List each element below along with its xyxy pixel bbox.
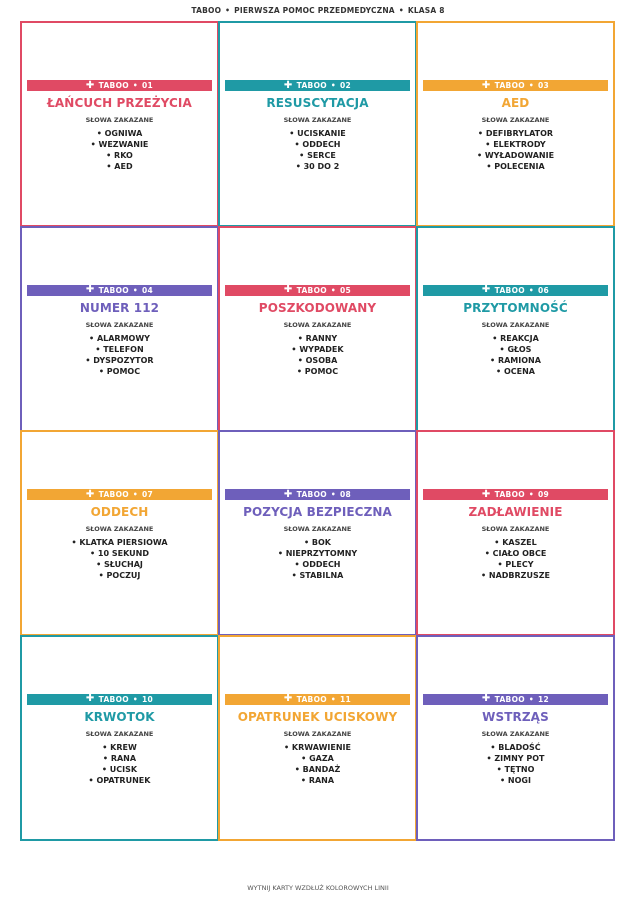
forbidden-word: • KRWAWIENIE <box>220 742 415 753</box>
forbidden-word: • POCZUJ <box>22 570 217 581</box>
card-label: TABOO <box>494 490 525 499</box>
forbidden-word: • BANDAŻ <box>220 764 415 775</box>
forbidden-word: • RANA <box>22 753 217 764</box>
card-number-band <box>423 285 608 296</box>
forbidden-word: • POLECENIA <box>418 161 613 172</box>
band-separator: • <box>528 694 535 704</box>
card-label: TABOO <box>98 490 129 499</box>
taboo-card <box>416 430 615 636</box>
forbidden-words-list <box>220 333 415 377</box>
plus-icon: ✚ <box>481 693 491 704</box>
forbidden-word: • GŁOS <box>418 344 613 355</box>
band-separator: • <box>132 285 139 295</box>
forbidden-words-list <box>418 537 613 581</box>
card-number-band <box>27 80 212 91</box>
forbidden-word: • ZIMNY POT <box>418 753 613 764</box>
card-number: 10 <box>142 694 154 704</box>
card-number: 05 <box>340 285 352 295</box>
forbidden-word: • 30 DO 2 <box>220 161 415 172</box>
card-label: TABOO <box>494 81 525 90</box>
forbidden-word: • 10 SEKUND <box>22 548 217 559</box>
card-title: NUMER 112 <box>79 300 160 315</box>
band-separator: • <box>132 81 139 90</box>
card-number-band <box>27 694 212 705</box>
forbidden-word: • NIEPRZYTOMNY <box>220 548 415 559</box>
forbidden-word: • OPATRUNEK <box>22 775 217 786</box>
band-separator: • <box>528 285 535 295</box>
card-number-band <box>225 489 410 500</box>
card-title: RESUSCYTACJA <box>266 96 369 110</box>
forbidden-words-label: SŁOWA ZAKAZANE <box>481 729 550 738</box>
forbidden-words-label: SŁOWA ZAKAZANE <box>85 729 154 738</box>
plus-icon: ✚ <box>85 284 95 295</box>
card-number: 09 <box>538 490 550 499</box>
card-title: AED <box>501 96 530 110</box>
card-label: TABOO <box>296 490 327 499</box>
forbidden-words-list <box>220 742 415 786</box>
forbidden-word: • PLECY <box>418 559 613 570</box>
taboo-card <box>416 226 615 432</box>
forbidden-words-list <box>22 742 217 786</box>
card-number-band <box>27 285 212 296</box>
taboo-card <box>218 21 417 227</box>
forbidden-word: • OGNIWA <box>22 128 217 139</box>
plus-icon: ✚ <box>481 79 491 91</box>
plus-icon: ✚ <box>481 284 491 295</box>
card-number: 12 <box>538 694 550 704</box>
forbidden-word: • DYSPOZYTOR <box>22 355 217 366</box>
forbidden-word: • BOK <box>220 537 415 548</box>
header-class: KLASA 8 <box>407 6 445 15</box>
taboo-card <box>20 226 219 432</box>
card-number: 02 <box>340 81 352 90</box>
header-separator: • <box>398 6 404 15</box>
forbidden-word: • GAZA <box>220 753 415 764</box>
band-separator: • <box>330 285 337 295</box>
forbidden-words-list <box>418 128 613 172</box>
forbidden-word: • TĘTNO <box>418 764 613 775</box>
forbidden-words-label: SŁOWA ZAKAZANE <box>481 320 550 329</box>
taboo-card <box>416 635 615 841</box>
card-title: OPATRUNEK UCISKOWY <box>237 709 398 724</box>
forbidden-word: • NOGI <box>418 775 613 786</box>
plus-icon: ✚ <box>85 488 95 500</box>
forbidden-word: • ODDECH <box>220 559 415 570</box>
card-title: ZADŁAWIENIE <box>468 505 563 519</box>
card-label: TABOO <box>98 285 129 295</box>
card-number-band <box>225 694 410 705</box>
page-header <box>0 6 636 15</box>
forbidden-words-list <box>418 333 613 377</box>
forbidden-words-label: SŁOWA ZAKAZANE <box>85 116 154 124</box>
plus-icon: ✚ <box>283 284 293 295</box>
forbidden-word: • RAMIONA <box>418 355 613 366</box>
band-separator: • <box>132 694 139 704</box>
taboo-card <box>20 430 219 636</box>
forbidden-word: • AED <box>22 161 217 172</box>
card-title: PRZYTOMNOŚĆ <box>463 300 568 315</box>
card-title: POSZKODOWANY <box>258 300 377 315</box>
page-footer: WYTNIJ KARTY WZDŁUŻ KOLOROWYCH LINII <box>247 884 389 892</box>
card-label: TABOO <box>494 694 525 704</box>
band-separator: • <box>330 694 337 704</box>
forbidden-word: • DEFIBRYLATOR <box>418 128 613 139</box>
forbidden-words-label: SŁOWA ZAKAZANE <box>283 320 352 329</box>
forbidden-word: • UCISK <box>22 764 217 775</box>
forbidden-words-label: SŁOWA ZAKAZANE <box>283 116 352 124</box>
card-number: 01 <box>142 81 154 90</box>
taboo-card <box>218 430 417 636</box>
forbidden-word: • WEZWANIE <box>22 139 217 150</box>
plus-icon: ✚ <box>481 488 491 500</box>
card-label: TABOO <box>296 81 327 90</box>
forbidden-word: • POMOC <box>220 366 415 377</box>
forbidden-word: • RANNY <box>220 333 415 344</box>
forbidden-words-list <box>22 128 217 172</box>
card-title: WSTRZĄS <box>482 709 549 724</box>
forbidden-word: • REAKCJA <box>418 333 613 344</box>
card-label: TABOO <box>494 285 525 295</box>
header-separator: • <box>225 6 231 15</box>
card-number-band <box>423 489 608 500</box>
forbidden-word: • CIAŁO OBCE <box>418 548 613 559</box>
plus-icon: ✚ <box>85 79 95 91</box>
card-number-band <box>225 80 410 91</box>
card-number: 04 <box>142 285 154 295</box>
card-label: TABOO <box>296 285 327 295</box>
forbidden-word: • OSOBA <box>220 355 415 366</box>
band-separator: • <box>528 81 535 90</box>
forbidden-word: • NADBRZUSZE <box>418 570 613 581</box>
forbidden-word: • KREW <box>22 742 217 753</box>
card-label: TABOO <box>98 81 129 90</box>
forbidden-word: • RANA <box>220 775 415 786</box>
forbidden-word: • SŁUCHAJ <box>22 559 217 570</box>
card-number: 03 <box>538 81 550 90</box>
band-separator: • <box>528 490 535 499</box>
plus-icon: ✚ <box>283 693 293 704</box>
card-number: 11 <box>340 694 352 704</box>
forbidden-word: • RKO <box>22 150 217 161</box>
card-title: ODDECH <box>90 505 149 519</box>
forbidden-word: • ALARMOWY <box>22 333 217 344</box>
card-label: TABOO <box>296 694 327 704</box>
forbidden-word: • WYPADEK <box>220 344 415 355</box>
forbidden-words-label: SŁOWA ZAKAZANE <box>85 320 154 329</box>
card-label: TABOO <box>98 694 129 704</box>
forbidden-word: • UCISKANIE <box>220 128 415 139</box>
forbidden-word: • KASZEL <box>418 537 613 548</box>
taboo-card <box>20 635 219 841</box>
plus-icon: ✚ <box>85 693 95 704</box>
band-separator: • <box>132 490 139 499</box>
band-separator: • <box>330 490 337 499</box>
forbidden-word: • POMOC <box>22 366 217 377</box>
forbidden-words-list <box>220 537 415 581</box>
forbidden-word: • ELEKTRODY <box>418 139 613 150</box>
card-title: KRWOTOK <box>84 709 155 724</box>
card-number-band <box>225 285 410 296</box>
taboo-card <box>20 21 219 227</box>
forbidden-words-list <box>220 128 415 172</box>
card-number-band <box>423 80 608 91</box>
card-number-band <box>27 489 212 500</box>
card-number-band <box>423 694 608 705</box>
forbidden-words-label: SŁOWA ZAKAZANE <box>481 525 550 533</box>
forbidden-word: • ODDECH <box>220 139 415 150</box>
forbidden-word: • TELEFON <box>22 344 217 355</box>
forbidden-words-label: SŁOWA ZAKAZANE <box>283 729 352 738</box>
card-number: 07 <box>142 490 154 499</box>
forbidden-word: • KLATKA PIERSIOWA <box>22 537 217 548</box>
taboo-card <box>218 226 417 432</box>
card-number: 06 <box>538 285 550 295</box>
forbidden-word: • STABILNA <box>220 570 415 581</box>
card-grid <box>20 21 616 841</box>
forbidden-words-label: SŁOWA ZAKAZANE <box>85 525 154 533</box>
forbidden-words-label: SŁOWA ZAKAZANE <box>481 116 550 124</box>
forbidden-words-list <box>418 742 613 786</box>
taboo-card <box>218 635 417 841</box>
header-game-name: TABOO <box>191 6 222 15</box>
plus-icon: ✚ <box>283 79 293 91</box>
plus-icon: ✚ <box>283 488 293 500</box>
forbidden-words-label: SŁOWA ZAKAZANE <box>283 525 352 533</box>
taboo-card <box>416 21 615 227</box>
forbidden-word: • BLADOŚĆ <box>418 742 613 753</box>
forbidden-words-list <box>22 537 217 581</box>
card-number: 08 <box>340 490 352 499</box>
card-title: ŁAŃCUCH PRZEŻYCIA <box>47 96 192 110</box>
card-title: POZYCJA BEZPIECZNA <box>243 505 392 519</box>
forbidden-word: • WYŁADOWANIE <box>418 150 613 161</box>
header-topic: PIERWSZA POMOC PRZEDMEDYCZNA <box>234 6 395 15</box>
forbidden-word: • SERCE <box>220 150 415 161</box>
forbidden-words-list <box>22 333 217 377</box>
band-separator: • <box>330 81 337 90</box>
forbidden-word: • OCENA <box>418 366 613 377</box>
